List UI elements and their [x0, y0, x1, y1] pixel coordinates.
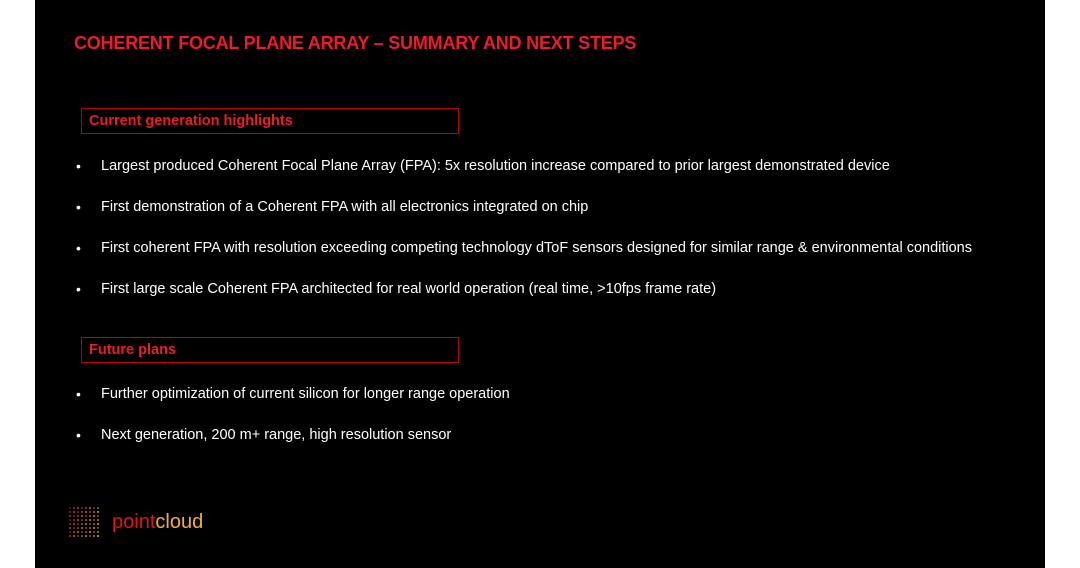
logo-dot [69, 511, 71, 513]
logo-dot [73, 515, 75, 517]
logo-dot [85, 511, 87, 513]
logo-dot [97, 511, 99, 513]
logo-dot [93, 507, 95, 509]
logo-dot [81, 507, 83, 509]
logo-dot [73, 519, 75, 521]
current-highlights-list [75, 156, 972, 320]
logo-dot [69, 519, 71, 521]
logo-dot [97, 515, 99, 517]
logo-dot [77, 535, 79, 537]
pointcloud-logo [69, 507, 203, 537]
logo-dot [89, 515, 91, 517]
list-item: • First coherent FPA with resolution exceeding competing technology dToF sensors designed for similar range & environmental conditions [75, 238, 972, 279]
logo-dot [93, 519, 95, 521]
logo-wordmark [112, 508, 203, 536]
logo-dot [93, 511, 95, 513]
logo-dot [77, 507, 79, 509]
logo-dot [93, 527, 95, 529]
list-item: • First demonstration of a Coherent FPA with all electronics integrated on chip [75, 197, 972, 238]
logo-dot [85, 515, 87, 517]
slide-title: COHERENT FOCAL PLANE ARRAY – SUMMARY AND NEXT STEPS [74, 33, 637, 53]
logo-dot [89, 507, 91, 509]
logo-text-cloud: cloud [155, 511, 204, 533]
logo-dot [81, 515, 83, 517]
logo-dot [85, 527, 87, 529]
logo-dot [85, 507, 87, 509]
logo-dot [97, 527, 99, 529]
logo-dot [85, 519, 87, 521]
logo-dot [73, 511, 75, 513]
logo-dot [81, 523, 83, 525]
logo-dot [69, 527, 71, 529]
logo-dot [85, 535, 87, 537]
logo-dot [97, 531, 99, 533]
logo-dot [93, 535, 95, 537]
logo-dot [97, 535, 99, 537]
logo-dot [85, 523, 87, 525]
section-heading-future: Future plans [81, 337, 459, 363]
logo-dot [81, 527, 83, 529]
slide [35, 0, 1045, 568]
logo-dot [69, 507, 71, 509]
logo-dot [97, 523, 99, 525]
logo-dot [69, 531, 71, 533]
list-item: • First large scale Coherent FPA architected for real world operation (real time, >10fps frame rate) [75, 279, 972, 320]
logo-dot [77, 531, 79, 533]
dot-grid-logo-icon [69, 507, 99, 537]
logo-dot [77, 515, 79, 517]
list-item: • Largest produced Coherent Focal Plane Array (FPA): 5x resolution increase compared to prior largest demonstrated device [75, 156, 972, 197]
logo-dot [97, 519, 99, 521]
logo-dot [73, 527, 75, 529]
logo-dot [81, 511, 83, 513]
logo-dot [77, 523, 79, 525]
future-plans-list [75, 384, 510, 466]
logo-dot [73, 531, 75, 533]
logo-dot [89, 511, 91, 513]
logo-dot [77, 511, 79, 513]
logo-dot [73, 535, 75, 537]
logo-dot [81, 535, 83, 537]
logo-dot [77, 519, 79, 521]
section-heading-current: Current generation highlights [81, 108, 459, 134]
logo-dot [93, 523, 95, 525]
list-item: • Next generation, 200 m+ range, high resolution sensor [75, 425, 510, 466]
logo-dot [69, 523, 71, 525]
logo-dot [77, 527, 79, 529]
logo-text-point: point [112, 511, 156, 533]
logo-dot [93, 531, 95, 533]
logo-dot [69, 535, 71, 537]
logo-dot [81, 531, 83, 533]
logo-dot [97, 507, 99, 509]
logo-dot [73, 507, 75, 509]
logo-dot [89, 531, 91, 533]
logo-dot [89, 523, 91, 525]
logo-dot [81, 519, 83, 521]
logo-dot [73, 523, 75, 525]
logo-dot [69, 515, 71, 517]
logo-dot [85, 531, 87, 533]
logo-dot [89, 535, 91, 537]
list-item: • Further optimization of current silicon for longer range operation [75, 384, 510, 425]
logo-dot [93, 515, 95, 517]
logo-dot [89, 527, 91, 529]
logo-dot [89, 519, 91, 521]
